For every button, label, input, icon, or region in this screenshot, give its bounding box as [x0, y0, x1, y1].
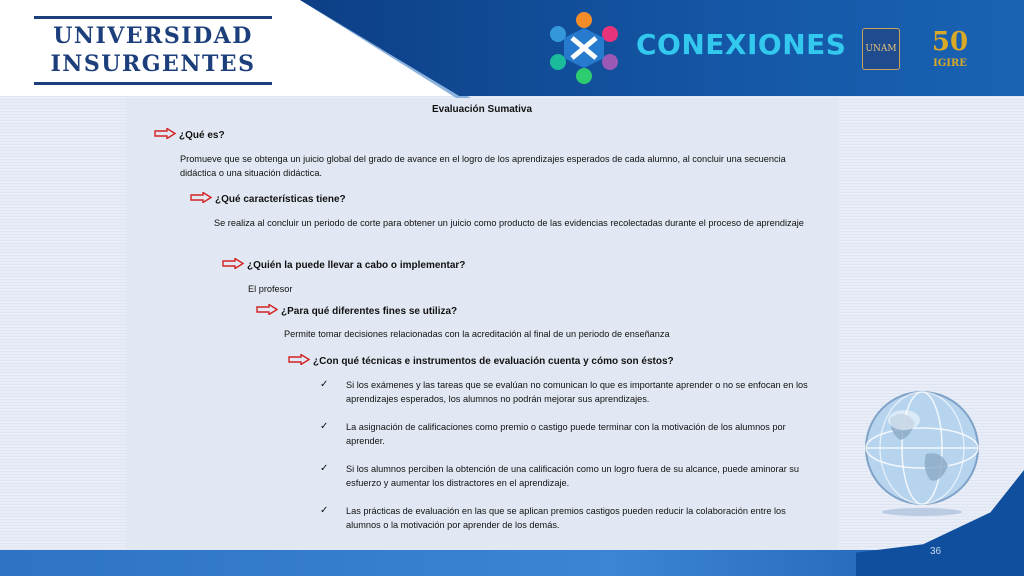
bullet-text: La asignación de calificaciones como premio o castigo puede terminar con la motivación de los alumnos por aprender. [346, 422, 786, 446]
red-arrow-icon [222, 258, 244, 269]
conexiones-logo-icon [548, 8, 620, 86]
unam-seal-label: UNAM [865, 44, 897, 54]
logo-rule-bottom [34, 82, 272, 85]
document-title: Evaluación Sumativa [431, 104, 533, 115]
unam-seal-icon [862, 28, 900, 70]
logo-line-1: UNIVERSIDAD [53, 23, 253, 49]
red-arrow-icon [288, 354, 310, 365]
globe-icon [860, 388, 984, 518]
list-item [320, 462, 820, 492]
list-item [320, 378, 820, 408]
logo-line-2: INSURGENTES [50, 51, 256, 77]
checkmark-icon: ✓ [320, 421, 329, 432]
question-who: ¿Quién la puede llevar a cabo o implementar? [222, 258, 465, 274]
answer-what-is: Promueve que se obtenga un juicio global del grado de avance en el logro de los aprendizajes esperados de cada alumno, al concluir una secuencia didáctica o una situación didáctica. [180, 154, 786, 178]
answer-purposes: Permite tomar decisiones relacionadas con la acreditación al final de un periodo de enseñanza [284, 329, 670, 339]
anniversary-50-logo [926, 28, 974, 72]
bullet-text: Si los alumnos perciben la obtención de una calificación como un logro fuera de su alcance, puede aminorar su esfuerzo y aumentar los distractores en el aprendizaje. [346, 464, 800, 488]
answer-who: El profesor [248, 284, 293, 294]
bullet-text: Las prácticas de evaluación en las que se aplican premios castigos pueden reducir la colaboración entre los alumnos o la motivación por aprender de los demás. [346, 506, 786, 530]
logo-rule-top [34, 16, 272, 19]
universidad-insurgentes-logo [34, 16, 272, 86]
checkmark-icon: ✓ [320, 463, 329, 474]
question-characteristics: ¿Qué características tiene? [190, 192, 346, 208]
list-item [320, 420, 820, 450]
red-arrow-icon [190, 192, 212, 203]
bullet-text: Si los exámenes y las tareas que se evalúan no comunican lo que es importante aprender o no se enfocan en los aprendizajes esperados, los alumnos no podrán mejorar sus aprendizajes. [346, 380, 808, 404]
checkmark-icon: ✓ [320, 505, 329, 516]
page-number: 36 [930, 546, 942, 557]
conexiones-brand-text: CONEXIONES [636, 28, 847, 61]
red-arrow-icon [256, 304, 278, 315]
answer-characteristics: Se realiza al concluir un periodo de corte para obtener un juicio como producto de las evidencias recolectadas durante el proceso de aprendizaje [214, 218, 804, 228]
document-image [126, 98, 838, 550]
list-item [320, 504, 820, 534]
red-arrow-icon [154, 128, 176, 139]
anniversary-number: 50 [931, 27, 969, 57]
checkmark-icon: ✓ [320, 379, 329, 390]
question-techniques: ¿Con qué técnicas e instrumentos de evaluación cuenta y cómo son éstos? [288, 354, 674, 370]
question-what-is: ¿Qué es? [154, 128, 225, 144]
question-purposes: ¿Para qué diferentes fines se utiliza? [256, 304, 457, 320]
anniversary-label: IGIRE [933, 58, 967, 69]
